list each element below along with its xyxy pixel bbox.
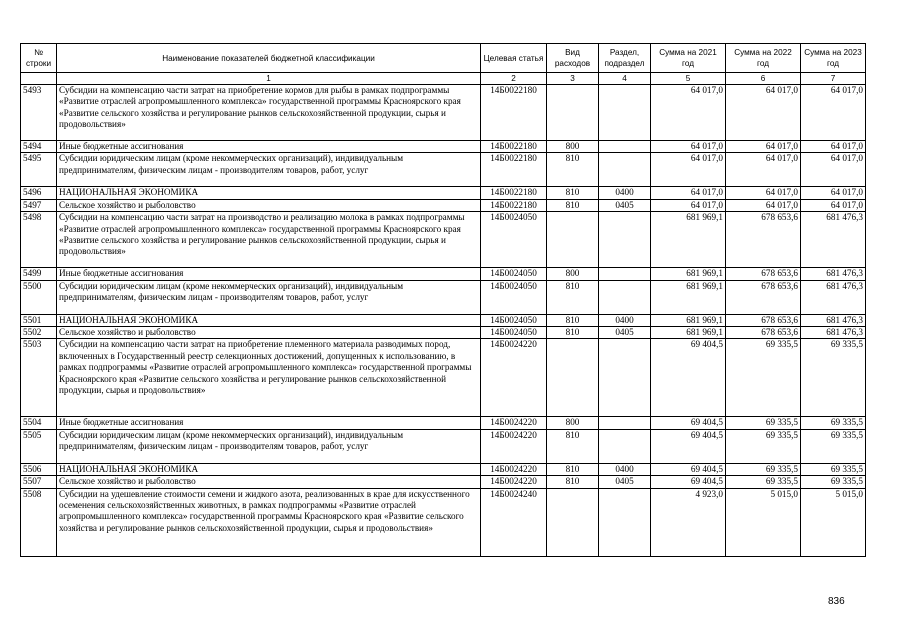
- expense-type-cell: 810: [547, 327, 599, 339]
- row-number-cell: 5502: [21, 327, 57, 339]
- target-article-cell: 14Б0022180: [481, 153, 547, 187]
- target-article-cell: 14Б0024050: [481, 314, 547, 326]
- sum-2022-cell: 678 653,6: [726, 212, 801, 268]
- indicator-name-cell: Субсидии юридическим лицам (кроме некоммерческих организаций), индивидуальным предпринимателям, физическим лицам - производителям товаров, работ, услуг: [57, 153, 481, 187]
- section-code-cell: [599, 212, 651, 268]
- expense-type-cell: 810: [547, 314, 599, 326]
- row-number-cell: 5504: [21, 417, 57, 429]
- header-target-article: Целевая статья: [481, 44, 547, 73]
- sum-2022-cell: 69 335,5: [726, 429, 801, 463]
- section-code-cell: 0405: [599, 327, 651, 339]
- header-sum-2022: Сумма на 2022 год: [726, 44, 801, 73]
- table-row: [21, 280, 866, 314]
- sum-2022-cell: 64 017,0: [726, 199, 801, 211]
- sum-2022-cell: 64 017,0: [726, 187, 801, 199]
- table-row: [21, 141, 866, 153]
- row-number-cell: 5506: [21, 463, 57, 475]
- column-number: 5: [651, 73, 726, 85]
- sum-2021-cell: 64 017,0: [651, 187, 726, 199]
- row-number-cell: 5499: [21, 268, 57, 280]
- indicator-name-cell: Иные бюджетные ассигнования: [57, 417, 481, 429]
- column-number: 3: [547, 73, 599, 85]
- expense-type-cell: [547, 212, 599, 268]
- indicator-name-cell: Субсидии на компенсацию части затрат на приобретение кормов для рыбы в рамках подпрограммы «Развитие отраслей агропромышленного комплекса» государственной программы Красноярского края «Развитие сельского хозяйства и регулирование рынков сельскохозяйственной продукции, сырья и продовольствия»: [57, 85, 481, 141]
- sum-2021-cell: 64 017,0: [651, 199, 726, 211]
- sum-2023-cell: 69 335,5: [801, 463, 866, 475]
- target-article-cell: 14Б0022180: [481, 187, 547, 199]
- row-number-cell: 5498: [21, 212, 57, 268]
- indicator-name-cell: Субсидии юридическим лицам (кроме некоммерческих организаций), индивидуальным предпринимателям, физическим лицам - производителям товаров, работ, услуг: [57, 280, 481, 314]
- sum-2022-cell: 69 335,5: [726, 463, 801, 475]
- section-code-cell: [599, 429, 651, 463]
- section-code-cell: [599, 141, 651, 153]
- indicator-name-cell: Субсидии юридическим лицам (кроме некоммерческих организаций), индивидуальным предпринимателям, физическим лицам - производителям товаров, работ, услуг: [57, 429, 481, 463]
- table-row: [21, 199, 866, 211]
- sum-2021-cell: 681 969,1: [651, 314, 726, 326]
- row-number-cell: 5503: [21, 339, 57, 417]
- indicator-name-cell: Сельское хозяйство и рыболовство: [57, 327, 481, 339]
- column-number-row: [21, 73, 866, 85]
- expense-type-cell: 810: [547, 153, 599, 187]
- row-number-cell: 5500: [21, 280, 57, 314]
- sum-2023-cell: 5 015,0: [801, 488, 866, 556]
- expense-type-cell: 810: [547, 199, 599, 211]
- sum-2023-cell: 64 017,0: [801, 141, 866, 153]
- table-row: [21, 339, 866, 417]
- expense-type-cell: 800: [547, 141, 599, 153]
- sum-2021-cell: 64 017,0: [651, 153, 726, 187]
- sum-2023-cell: 64 017,0: [801, 187, 866, 199]
- sum-2023-cell: 681 476,3: [801, 212, 866, 268]
- indicator-name-cell: Субсидии на удешевление стоимости семени и жидкого азота, реализованных в крае для искусственного осеменения сельскохозяйственных животных, в рамках подпрограммы «Развитие отраслей агропромышленного комплекса» государственной программы Красноярского края «Развитие сельского хозяйства и регулирование рынков сельскохозяйственной продукции, сырья и продовольствия»: [57, 488, 481, 556]
- table-row: [21, 417, 866, 429]
- expense-type-cell: 800: [547, 417, 599, 429]
- section-code-cell: [599, 488, 651, 556]
- sum-2022-cell: 64 017,0: [726, 153, 801, 187]
- column-number: 7: [801, 73, 866, 85]
- table-row: [21, 212, 866, 268]
- header-indicator-name: Наименование показателей бюджетной классификации: [57, 44, 481, 73]
- table-row: [21, 476, 866, 488]
- sum-2023-cell: 69 335,5: [801, 429, 866, 463]
- sum-2022-cell: 64 017,0: [726, 85, 801, 141]
- sum-2021-cell: 69 404,5: [651, 463, 726, 475]
- indicator-name-cell: Субсидии на компенсацию части затрат на производство и реализацию молока в рамках подпрограммы «Развитие отраслей агропромышленного комплекса» государственной программы Красноярского края «Развитие сельского хозяйства и регулирование рынков сельскохозяйственной продукции, сырья и продовольствия»: [57, 212, 481, 268]
- sum-2021-cell: 681 969,1: [651, 280, 726, 314]
- table-row: [21, 463, 866, 475]
- target-article-cell: 14Б0024220: [481, 339, 547, 417]
- indicator-name-cell: НАЦИОНАЛЬНАЯ ЭКОНОМИКА: [57, 463, 481, 475]
- header-expense-type: Вид расходов: [547, 44, 599, 73]
- column-number: 4: [599, 73, 651, 85]
- sum-2023-cell: 681 476,3: [801, 280, 866, 314]
- row-number-cell: 5493: [21, 85, 57, 141]
- indicator-name-cell: Сельское хозяйство и рыболовство: [57, 199, 481, 211]
- table-row: [21, 268, 866, 280]
- column-number: 2: [481, 73, 547, 85]
- target-article-cell: 14Б0022180: [481, 141, 547, 153]
- sum-2021-cell: 681 969,1: [651, 212, 726, 268]
- sum-2021-cell: 681 969,1: [651, 327, 726, 339]
- table-header-row: [21, 44, 866, 73]
- section-code-cell: 0405: [599, 476, 651, 488]
- sum-2023-cell: 69 335,5: [801, 339, 866, 417]
- header-section: Раздел, подраздел: [599, 44, 651, 73]
- header-sum-2021: Сумма на 2021 год: [651, 44, 726, 73]
- sum-2023-cell: 64 017,0: [801, 199, 866, 211]
- indicator-name-cell: Иные бюджетные ассигнования: [57, 268, 481, 280]
- sum-2023-cell: 681 476,3: [801, 314, 866, 326]
- sum-2023-cell: 64 017,0: [801, 153, 866, 187]
- row-number-cell: 5495: [21, 153, 57, 187]
- row-number-cell: 5494: [21, 141, 57, 153]
- sum-2022-cell: 678 653,6: [726, 314, 801, 326]
- section-code-cell: [599, 153, 651, 187]
- target-article-cell: 14Б0024220: [481, 417, 547, 429]
- target-article-cell: 14Б0024220: [481, 463, 547, 475]
- expense-type-cell: [547, 85, 599, 141]
- target-article-cell: 14Б0024050: [481, 327, 547, 339]
- sum-2023-cell: 681 476,3: [801, 327, 866, 339]
- expense-type-cell: 810: [547, 429, 599, 463]
- sum-2021-cell: 681 969,1: [651, 268, 726, 280]
- table-row: [21, 488, 866, 556]
- expense-type-cell: 800: [547, 268, 599, 280]
- indicator-name-cell: НАЦИОНАЛЬНАЯ ЭКОНОМИКА: [57, 187, 481, 199]
- target-article-cell: 14Б0024220: [481, 476, 547, 488]
- table-row: [21, 85, 866, 141]
- indicator-name-cell: Субсидии на компенсацию части затрат на приобретение племенного материала разводимых пород, включенных в Государственный реестр селекционных достижений, допущенных к использованию, в рамках подпрограммы «Развитие отраслей агропромышленного комплекса» государственной программы Красноярского края «Развитие сельского хозяйства и регулирование рынков сельскохозяйственной продукции, сырья и продовольствия»: [57, 339, 481, 417]
- table-row: [21, 327, 866, 339]
- target-article-cell: 14Б0024050: [481, 212, 547, 268]
- target-article-cell: 14Б0022180: [481, 85, 547, 141]
- target-article-cell: 14Б0024050: [481, 268, 547, 280]
- expense-type-cell: 810: [547, 280, 599, 314]
- row-number-cell: 5505: [21, 429, 57, 463]
- sum-2022-cell: 69 335,5: [726, 476, 801, 488]
- row-number-cell: 5497: [21, 199, 57, 211]
- section-code-cell: [599, 268, 651, 280]
- row-number-cell: 5507: [21, 476, 57, 488]
- sum-2022-cell: 64 017,0: [726, 141, 801, 153]
- sum-2021-cell: 64 017,0: [651, 85, 726, 141]
- sum-2022-cell: 678 653,6: [726, 268, 801, 280]
- sum-2023-cell: 69 335,5: [801, 417, 866, 429]
- section-code-cell: 0400: [599, 463, 651, 475]
- budget-table: [20, 43, 866, 557]
- indicator-name-cell: Сельское хозяйство и рыболовство: [57, 476, 481, 488]
- indicator-name-cell: Иные бюджетные ассигнования: [57, 141, 481, 153]
- sum-2023-cell: 69 335,5: [801, 476, 866, 488]
- sum-2022-cell: 69 335,5: [726, 339, 801, 417]
- target-article-cell: 14Б0022180: [481, 199, 547, 211]
- column-number: 6: [726, 73, 801, 85]
- table-row: [21, 187, 866, 199]
- section-code-cell: [599, 339, 651, 417]
- section-code-cell: 0400: [599, 314, 651, 326]
- section-code-cell: 0405: [599, 199, 651, 211]
- sum-2023-cell: 681 476,3: [801, 268, 866, 280]
- row-number-cell: 5501: [21, 314, 57, 326]
- section-code-cell: 0400: [599, 187, 651, 199]
- table-body: [21, 85, 866, 557]
- sum-2022-cell: 69 335,5: [726, 417, 801, 429]
- sum-2021-cell: 69 404,5: [651, 417, 726, 429]
- sum-2022-cell: 678 653,6: [726, 280, 801, 314]
- target-article-cell: 14Б0024240: [481, 488, 547, 556]
- expense-type-cell: 810: [547, 463, 599, 475]
- sum-2021-cell: 69 404,5: [651, 429, 726, 463]
- sum-2022-cell: 5 015,0: [726, 488, 801, 556]
- sum-2022-cell: 678 653,6: [726, 327, 801, 339]
- sum-2021-cell: 69 404,5: [651, 476, 726, 488]
- indicator-name-cell: НАЦИОНАЛЬНАЯ ЭКОНОМИКА: [57, 314, 481, 326]
- page-number: 836: [828, 596, 845, 607]
- row-number-cell: 5496: [21, 187, 57, 199]
- header-row-number: № строки: [21, 44, 57, 73]
- section-code-cell: [599, 85, 651, 141]
- sum-2021-cell: 64 017,0: [651, 141, 726, 153]
- column-number: [21, 73, 57, 85]
- table-row: [21, 153, 866, 187]
- sum-2021-cell: 69 404,5: [651, 339, 726, 417]
- section-code-cell: [599, 280, 651, 314]
- row-number-cell: 5508: [21, 488, 57, 556]
- table-row: [21, 314, 866, 326]
- sum-2023-cell: 64 017,0: [801, 85, 866, 141]
- sum-2021-cell: 4 923,0: [651, 488, 726, 556]
- expense-type-cell: [547, 339, 599, 417]
- expense-type-cell: 810: [547, 476, 599, 488]
- section-code-cell: [599, 417, 651, 429]
- expense-type-cell: 810: [547, 187, 599, 199]
- column-number: 1: [57, 73, 481, 85]
- expense-type-cell: [547, 488, 599, 556]
- header-sum-2023: Сумма на 2023 год: [801, 44, 866, 73]
- target-article-cell: 14Б0024220: [481, 429, 547, 463]
- table-row: [21, 429, 866, 463]
- target-article-cell: 14Б0024050: [481, 280, 547, 314]
